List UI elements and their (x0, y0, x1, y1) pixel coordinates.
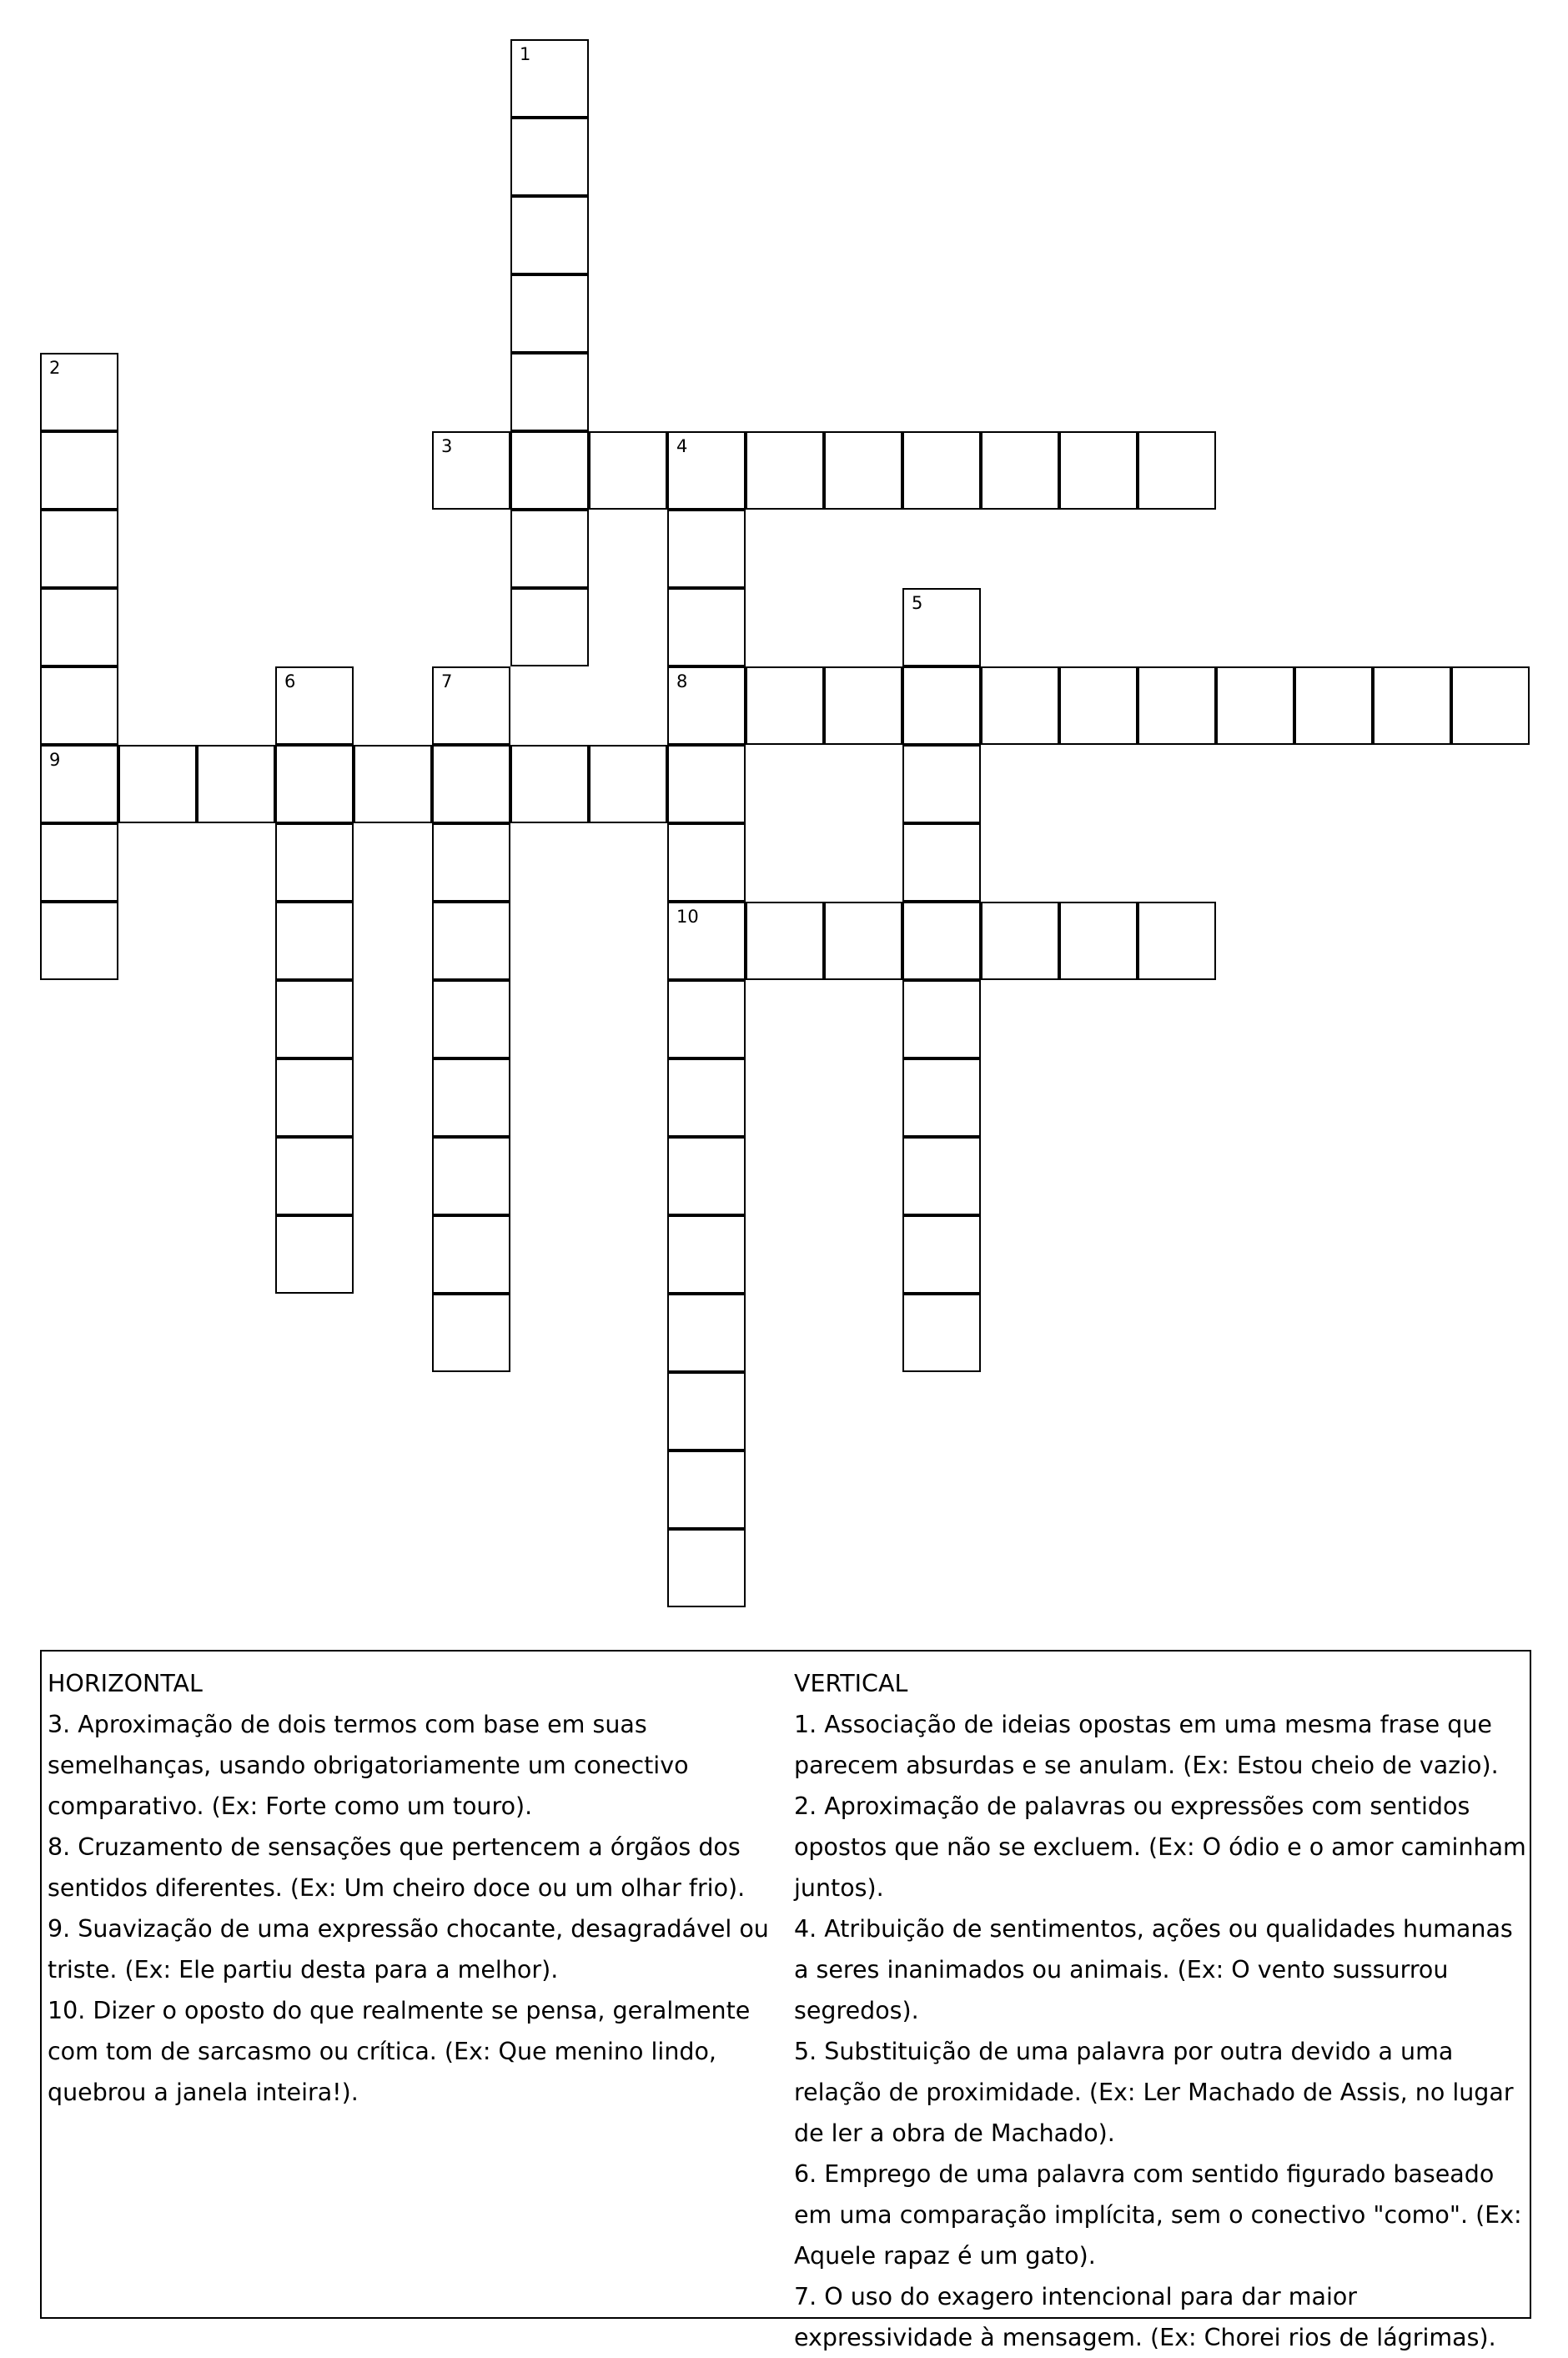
clue-number: 4 (676, 436, 688, 456)
clue-vertical-6: 6. Emprego de uma palavra com sentido figurado baseado em uma comparação implícita, sem o conectivo "como". (Ex: Aquele rapaz é um gato). (794, 2160, 1522, 2270)
crossword-cell[interactable] (667, 1058, 746, 1137)
horizontal-clues-column (48, 1663, 773, 2113)
crossword-cell[interactable] (589, 745, 667, 823)
horizontal-title: HORIZONTAL (48, 1670, 203, 1697)
crossword-cell[interactable] (118, 745, 197, 823)
crossword-cell[interactable] (667, 1450, 746, 1529)
crossword-cell[interactable] (981, 902, 1059, 980)
crossword-cell[interactable] (510, 39, 589, 118)
crossword-cell[interactable] (432, 902, 510, 980)
crossword-cell[interactable] (981, 431, 1059, 510)
crossword-cell[interactable] (902, 823, 981, 902)
crossword-cell[interactable] (275, 745, 354, 823)
crossword-cell[interactable] (432, 431, 510, 510)
crossword-cell[interactable] (432, 745, 510, 823)
crossword-cell[interactable] (667, 980, 746, 1058)
crossword-cell[interactable] (40, 588, 118, 666)
crossword-cell[interactable] (667, 1294, 746, 1372)
crossword-cell[interactable] (432, 1294, 510, 1372)
crossword-cell[interactable] (824, 431, 902, 510)
crossword-cell[interactable] (510, 431, 589, 510)
crossword-cell[interactable] (1059, 431, 1138, 510)
crossword-cell[interactable] (510, 510, 589, 588)
crossword-cell[interactable] (275, 666, 354, 745)
crossword-cell[interactable] (667, 823, 746, 902)
crossword-cell[interactable] (40, 666, 118, 745)
crossword-cell[interactable] (824, 902, 902, 980)
crossword-cell[interactable] (1138, 666, 1216, 745)
crossword-cell[interactable] (902, 980, 981, 1058)
crossword-cell[interactable] (667, 666, 746, 745)
crossword-cell[interactable] (902, 1215, 981, 1294)
clue-horizontal-3: 3. Aproximação de dois termos com base em suas semelhanças, usando obrigatoriamente um conectivo comparativo. (Ex: Forte como um touro). (48, 1711, 689, 1820)
crossword-cell[interactable] (510, 745, 589, 823)
crossword-cell[interactable] (1059, 666, 1138, 745)
crossword-cell[interactable] (902, 1294, 981, 1372)
clue-number: 5 (912, 593, 923, 613)
crossword-cell[interactable] (902, 431, 981, 510)
clue-vertical-1: 1. Associação de ideias opostas em uma mesma frase que parecem absurdas e se anulam. (Ex: Estou cheio de vazio). (794, 1711, 1499, 1779)
crossword-cell[interactable] (1216, 666, 1294, 745)
crossword-cell[interactable] (1373, 666, 1451, 745)
crossword-cell[interactable] (510, 588, 589, 666)
crossword-cell[interactable] (746, 902, 824, 980)
crossword-cell[interactable] (902, 588, 981, 666)
crossword-cell[interactable] (40, 823, 118, 902)
clue-number: 1 (520, 44, 531, 64)
clue-horizontal-9: 9. Suavização de uma expressão chocante, desagradável ou triste. (Ex: Ele partiu desta para a melhor). (48, 1915, 769, 1983)
clue-number: 2 (49, 358, 61, 378)
crossword-cell[interactable] (432, 666, 510, 745)
crossword-cell[interactable] (667, 902, 746, 980)
clue-number: 3 (441, 436, 453, 456)
crossword-cell[interactable] (275, 1058, 354, 1137)
crossword-cell[interactable] (589, 431, 667, 510)
vertical-clues-column (794, 1663, 1528, 2358)
crossword-cell[interactable] (667, 510, 746, 588)
vertical-title: VERTICAL (794, 1670, 908, 1697)
clue-vertical-7: 7. O uso do exagero intencional para dar maior expressividade à mensagem. (Ex: Chorei rios de lágrimas). (794, 2283, 1496, 2351)
crossword-cell[interactable] (902, 666, 981, 745)
crossword-cell[interactable] (40, 431, 118, 510)
crossword-cell[interactable] (275, 1215, 354, 1294)
crossword-cell[interactable] (40, 902, 118, 980)
clue-vertical-5: 5. Substituição de uma palavra por outra devido a uma relação de proximidade. (Ex: Ler Machado de Assis, no lugar de ler a obra de Machado). (794, 2038, 1514, 2147)
crossword-cell[interactable] (1451, 666, 1530, 745)
crossword-cell[interactable] (667, 1372, 746, 1450)
clue-vertical-2: 2. Aproximação de palavras ou expressões com sentidos opostos que não se excluem. (Ex: O ódio e o amor caminham juntos). (794, 1792, 1526, 1902)
crossword-cell[interactable] (197, 745, 275, 823)
crossword-cell[interactable] (40, 745, 118, 823)
crossword-cell[interactable] (902, 745, 981, 823)
crossword-cell[interactable] (824, 666, 902, 745)
crossword-cell[interactable] (1294, 666, 1373, 745)
crossword-cell[interactable] (275, 1137, 354, 1215)
crossword-cell[interactable] (667, 1529, 746, 1607)
crossword-cell[interactable] (432, 1215, 510, 1294)
crossword-cell[interactable] (432, 1058, 510, 1137)
crossword-cell[interactable] (1138, 902, 1216, 980)
crossword-cell[interactable] (275, 980, 354, 1058)
crossword-cell[interactable] (354, 745, 432, 823)
crossword-cell[interactable] (667, 1215, 746, 1294)
crossword-cell[interactable] (432, 980, 510, 1058)
clue-number: 8 (676, 671, 688, 691)
crossword-cell[interactable] (667, 431, 746, 510)
crossword-cell[interactable] (40, 353, 118, 431)
crossword-cell[interactable] (902, 902, 981, 980)
clue-vertical-4: 4. Atribuição de sentimentos, ações ou qualidades humanas a seres inanimados ou animais. (Ex: O vento sussurrou segredos). (794, 1915, 1513, 2024)
clues-panel (40, 1650, 1531, 2351)
crossword-cell[interactable] (667, 1137, 746, 1215)
clue-horizontal-8: 8. Cruzamento de sensações que pertencem a órgãos dos sentidos diferentes. (Ex: Um cheiro doce ou um olhar frio). (48, 1833, 746, 1902)
crossword-cell[interactable] (902, 1058, 981, 1137)
crossword-cell[interactable] (432, 823, 510, 902)
clue-number: 10 (676, 907, 699, 927)
clue-number: 9 (49, 750, 61, 770)
clue-number: 6 (284, 671, 296, 691)
crossword-cell[interactable] (667, 588, 746, 666)
crossword-cell[interactable] (510, 196, 589, 274)
crossword-cell[interactable] (1059, 902, 1138, 980)
crossword-cell[interactable] (510, 274, 589, 353)
crossword-cell[interactable] (40, 510, 118, 588)
crossword-cell[interactable] (510, 353, 589, 431)
crossword-cell[interactable] (746, 666, 824, 745)
crossword-cell[interactable] (746, 431, 824, 510)
crossword-cell[interactable] (510, 118, 589, 196)
crossword-cell[interactable] (1138, 431, 1216, 510)
crossword-cell[interactable] (275, 902, 354, 980)
clue-horizontal-10: 10. Dizer o oposto do que realmente se pensa, geralmente com tom de sarcasmo ou crítica. (Ex: Que menino lindo, quebrou a janela inteira!). (48, 1997, 751, 2106)
crossword-cell[interactable] (902, 1137, 981, 1215)
crossword-cell[interactable] (275, 823, 354, 902)
crossword-cell[interactable] (981, 666, 1059, 745)
crossword-cell[interactable] (432, 1137, 510, 1215)
crossword-cell[interactable] (667, 745, 746, 823)
clue-number: 7 (441, 671, 453, 691)
